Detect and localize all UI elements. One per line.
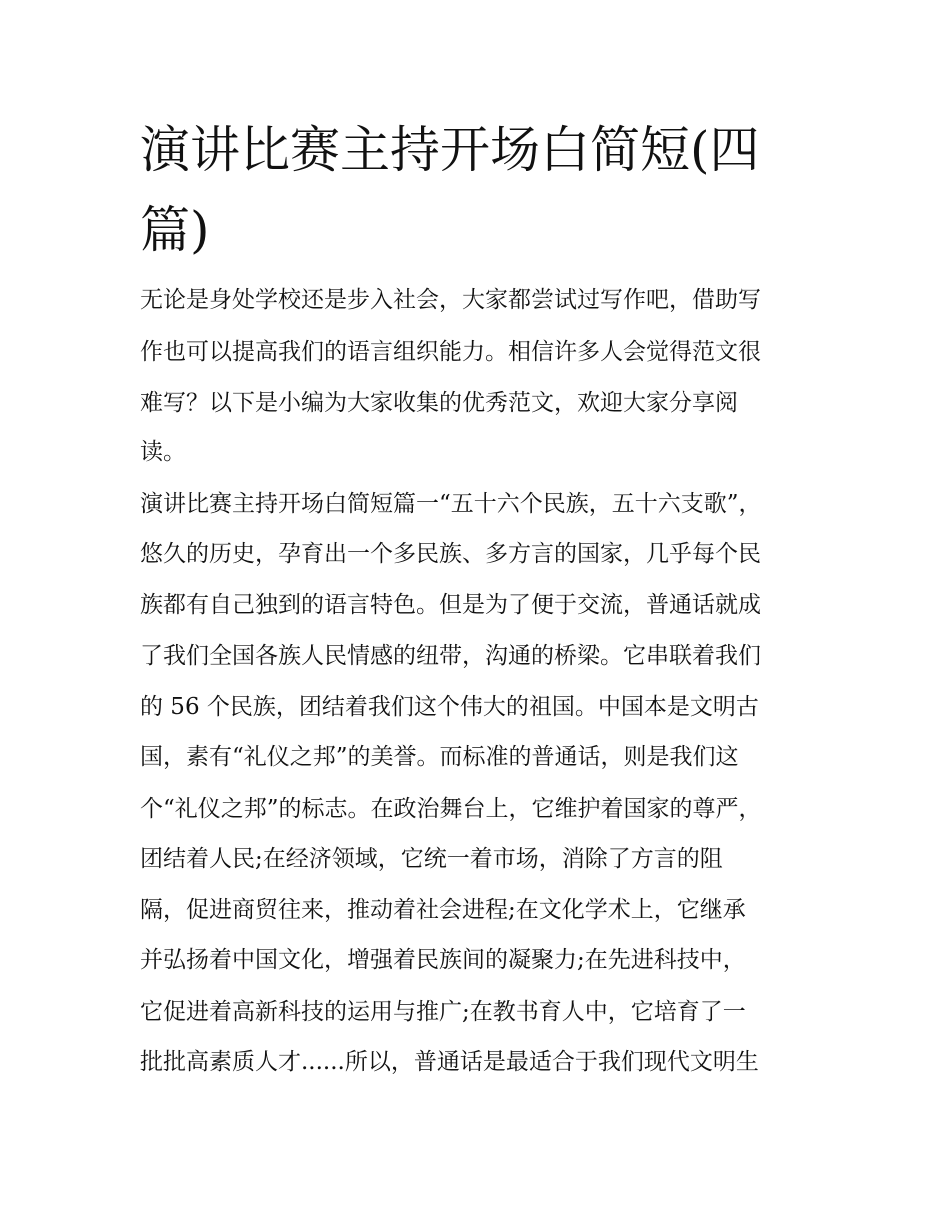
body-line: 团结着人民;在经济领域，它统一着市场，消除了方言的阻 [140, 846, 723, 872]
body-line: 了我们全国各族人民情感的纽带，沟通的桥梁。它串联着我们 [140, 643, 761, 669]
body-line: 族都有自己独到的语言特色。但是为了便于交流，普通话就成 [140, 592, 761, 618]
body-line: 无论是身处学校还是步入社会，大家都尝试过写作吧，借助写 [140, 287, 761, 313]
document-title: 演讲比赛主持开场白简短(四篇) [140, 121, 760, 259]
body-line: 国，素有“礼仪之邦”的美誉。而标准的普通话，则是我们这 [140, 744, 739, 770]
body-line: 悠久的历史，孕育出一个多民族、多方言的国家，几乎每个民 [140, 541, 761, 567]
body-line: 它促进着高新科技的运用与推广;在教书育人中，它培育了一 [140, 999, 746, 1025]
body-line: 难写？以下是小编为大家收集的优秀范文，欢迎大家分享阅 [140, 390, 738, 416]
body-line: 个“礼仪之邦”的标志。在政治舞台上，它维护着国家的尊严， [140, 796, 762, 822]
body-line: 隔，促进商贸往来，推动着社会进程;在文化学术上，它继承 [140, 897, 746, 923]
body-line: 批批高素质人才......所以，普通话是最适合于我们现代文明生 [140, 1049, 759, 1075]
body-line: 的 56 个民族，团结着我们这个伟大的祖国。中国本是文明古 [140, 694, 759, 720]
body-line: 并弘扬着中国文化，增强着民族间的凝聚力;在先进科技中， [140, 947, 746, 973]
body-line: 作也可以提高我们的语言组织能力。相信许多人会觉得范文很 [140, 339, 761, 365]
body-line: 演讲比赛主持开场白简短篇一“五十六个民族，五十六支歌”， [140, 491, 762, 517]
body-line: 读。 [140, 439, 186, 465]
